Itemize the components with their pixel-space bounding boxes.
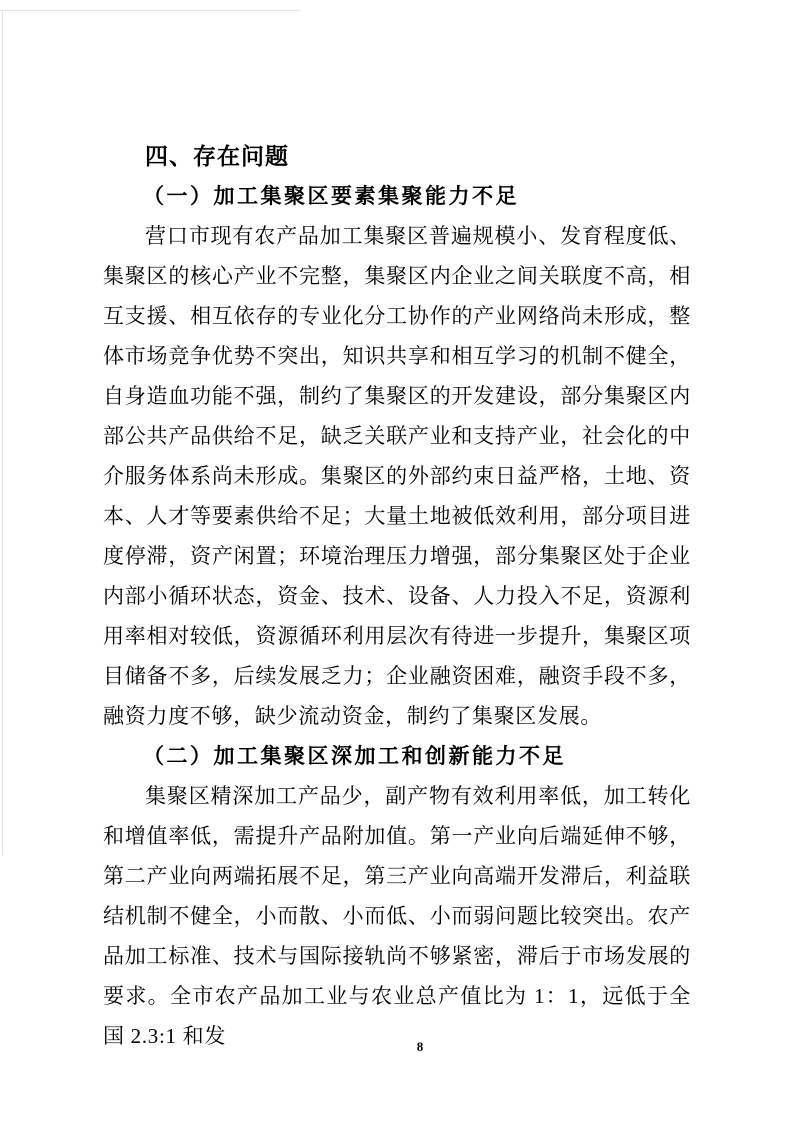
scan-edge-left-artifact: [2, 10, 3, 855]
subheading-1: （一）加工集聚区要素集聚能力不足: [143, 184, 519, 208]
paragraph-2: 集聚区精深加工产品少，副产物有效利用率低，加工转化和增值率低，需提升产品附加值。第一产业向后端延伸不够，第二产业向两端拓展不足，第三产业向高端开发滞后，利益联结机制不健全，小而散、小而低、小而弱问题比较突出。农产品加工标准、技术与国际接轨尚不够紧密，滞后于市场发展的要求。全市农产品加工业与农业总产值比为 1：1，远低于全国 2.3:1 和发: [103, 784, 691, 1048]
paragraph-1: 营口市现有农产品加工集聚区普遍规模小、发育程度低、集聚区的核心产业不完整，集聚区内企业之间关联度不高，相互支援、相互依存的专业化分工协作的产业网络尚未形成，整体市场竞争优势不突出，知识共享和相互学习的机制不健全，自身造血功能不强，制约了集聚区的开发建设，部分集聚区内部公共产品供给不足，缺乏关联产业和支持产业，社会化的中介服务体系尚未形成。集聚区的外部约束日益严格，土地、资本、人才等要素供给不足；大量土地被低效利用，部分项目进度停滞，资产闲置；环境治理压力增强，部分集聚区处于企业内部小循环状态，资金、技术、设备、人力投入不足，资源利用率相对较低，资源循环利用层次有待进一步提升，集聚区项目储备不多，后续发展乏力；企业融资困难，融资手段不多，融资力度不够，缺少流动资金，制约了集聚区发展。: [103, 224, 691, 728]
document-body: [103, 136, 691, 1056]
scan-edge-top-artifact: [0, 10, 300, 11]
subheading-2: （二）加工集聚区深加工和创新能力不足: [143, 744, 566, 768]
section-heading: 四、存在问题: [145, 143, 289, 169]
page-number: 8: [416, 1039, 424, 1054]
